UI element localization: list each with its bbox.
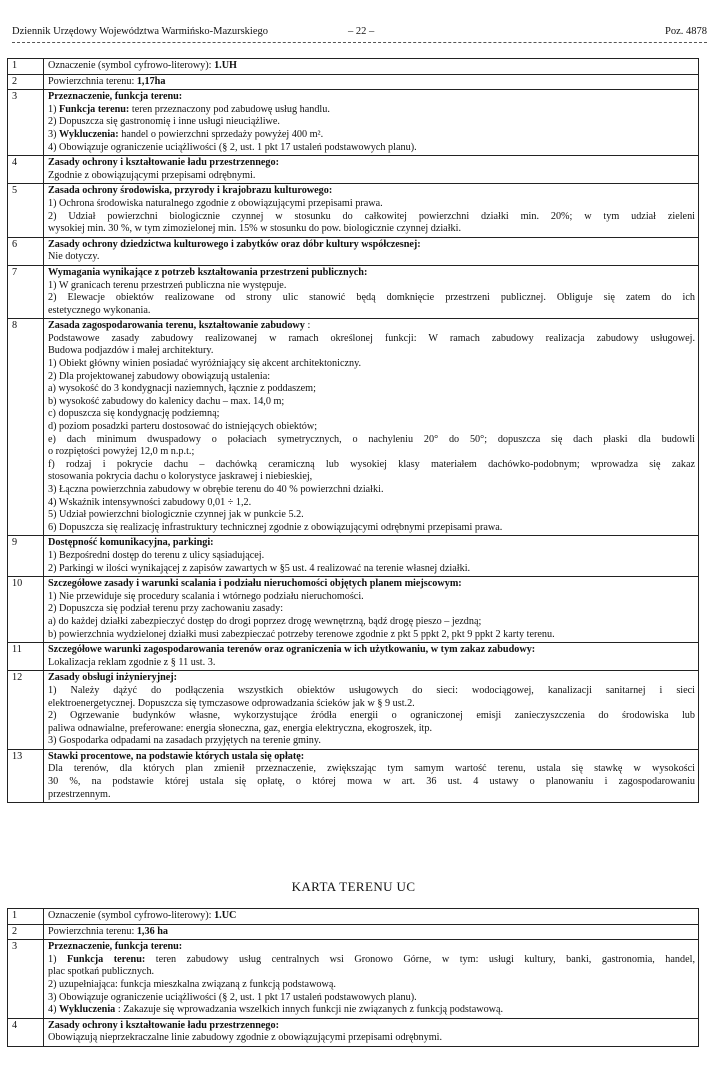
row-number: 4 [8,156,44,184]
bold-text: 1.UC [214,910,237,921]
row-number: 9 [8,536,44,577]
line-text: 3) [48,128,60,140]
text-line [48,142,695,155]
line-text: : Zakazuje się wprowadzania wszelkich innych funkcji nie związanych z funkcją podstawową. [115,1004,504,1016]
line-text: : [304,320,311,332]
row-content [44,90,699,156]
line-text: 2) Parkingi w ilości wynikającej z zapisów zawartych w §5 ust. 4 realizować na terenie własnej działki. [48,562,471,574]
text-line [48,644,695,657]
text-line [48,522,695,535]
line-text: Dla terenów, dla których plan zmienił przeznaczenie, zwiększając tym samym wartość terenu, ustala się stawkę w wysokości [48,763,695,775]
table-row [8,265,699,318]
bold-text: Stawki procentowe, na podstawie których ustala się opłatę: [48,750,305,762]
bold-text: Zasada ochrony środowiska, przyrody i krajobrazu kulturowego: [48,185,333,197]
line-text: Obowiązują nieprzekraczalne linie zabudowy zgodnie z obowiązującymi przepisami odrębnymi. [48,1032,443,1044]
text-line [48,578,695,591]
text-line [48,471,695,484]
line-text: 4) Obowiązuje ograniczenie uciążliwości (§ 2, ust. 1 pkt 17 ustaleń podstawowych planu). [48,141,417,153]
row-content [44,319,699,536]
bold-text: Zasady ochrony i kształtowanie ładu przestrzennego: [48,157,280,169]
line-text: Lokalizacja reklam zgodnie z § 11 ust. 3. [48,656,216,668]
line-text: 2) Udział powierzchni biologicznie czynnej w stosunku do całkowitej powierzchni działki min. 20%; w tym udział zieleni [48,210,695,222]
text-line [48,292,695,305]
text-line [48,763,695,776]
table-row [8,156,699,184]
bold-text: 1,36 ha [136,925,168,937]
table-row [8,671,699,750]
text-line [48,926,695,939]
row-number: 3 [8,90,44,156]
text-line [48,672,695,685]
text-line [48,211,695,224]
text-line [48,446,695,459]
row-content [44,577,699,643]
bold-text: Zasady obsługi inżynieryjnej: [48,672,178,684]
row-content [44,74,699,90]
row-content [44,536,699,577]
line-text: f) rodzaj i pokrycie dachu – dachówką ceramiczną lub wysokiej klasy materiałem dachówko-podobnym; wprowadza się zakaz [48,458,695,470]
text-line [48,979,695,992]
text-line [48,603,695,616]
table-row [8,184,699,237]
journal-title: Dziennik Urzędowy Województwa Warmińsko-Mazurskiego [12,26,268,37]
line-text: Podstawowe zasady zabudowy realizowanej w ramach określonej funkcji: W ramach zabudowy realizacja zabudowy usługowej. [48,332,695,344]
bold-text: 1,17ha [136,75,166,87]
page-header [12,26,707,40]
line-text: 2) Ogrzewanie budynków własne, wykorzystujące źródła energii o ograniczonej emisji zanieczyszczenia do środowiska lub [48,710,695,722]
text-line [48,789,695,802]
text-line [48,629,695,642]
line-text: paliwa odnawialne, preferowane: energia słoneczna, gaz, energia elektryczna, ekogroszek, itp. [48,722,433,734]
header-rule [12,42,707,43]
line-text: 1) [48,953,68,965]
text-line [48,497,695,510]
bold-text: Przeznaczenie, funkcja terenu: [48,91,183,103]
line-text: 4) Wskaźnik intensywności zabudowy 0,01 ÷ 1,2. [48,496,252,508]
line-text: stosowania pokrycia dachu o kolorystyce jaskrawej i niebieskiej, [48,471,313,483]
row-content [44,940,699,1019]
row-number: 4 [8,1018,44,1046]
table-row [8,59,699,75]
row-content [44,59,699,75]
line-text: 1) Należy dążyć do podłączenia wszystkich obiektów usługowych do sieci: wodociągowej, kanalizacji sanitarnej i sieci [48,684,695,696]
row-number: 1 [8,59,44,75]
line-text: przestrzennym. [48,788,111,800]
text-line [48,383,695,396]
text-line [48,954,695,967]
text-line [48,185,695,198]
line-text: o rozpiętości powyżej 12,0 m n.p.t.; [48,446,195,458]
text-line [48,267,695,280]
line-text: 2) Dopuszcza się podział terenu przy zachowaniu zasady: [48,603,284,615]
text-line [48,751,695,764]
bold-text: Wykluczenia: [59,128,119,140]
line-text: b) wysokość zabudowy do kalenicy dachu – max. 14,0 m; [48,395,285,407]
row-number: 12 [8,671,44,750]
text-line [48,157,695,170]
table-row [8,1018,699,1046]
text-line [48,591,695,604]
line-text: a) do każdej działki zabezpieczyć dostęp do drogi poprzez drogę wewnętrzną, bądź drogę pieszo – jezdną; [48,615,482,627]
table-row [8,924,699,940]
text-line [48,104,695,117]
text-line [48,509,695,522]
text-line [48,198,695,211]
row-number: 2 [8,924,44,940]
text-line [48,358,695,371]
text-line [48,320,695,333]
line-text: Powierzchnia terenu: [48,75,137,87]
line-text: wysokiej min. 30 %, w tym zimozielonej min. 15% w stosunku do pow. biologicznie czynnej działki. [48,223,461,235]
row-content [44,671,699,750]
terrain-card-table-uh [7,58,699,803]
line-text: Nie dotyczy. [48,251,100,263]
line-text: Oznaczenie (symbol cyfrowo-literowy): [48,910,215,921]
line-text: 3) Łączna powierzchnia zabudowy w obrębie terenu do 40 % powierzchni działki. [48,484,384,495]
bold-text: Zasady ochrony i kształtowanie ładu przestrzennego: [48,1019,280,1031]
row-content [44,749,699,802]
text-line [48,345,695,358]
line-text: Budowa podjazdów i małej architektury. [48,345,214,357]
table-row [8,319,699,536]
text-line [48,723,695,736]
table-row [8,577,699,643]
line-text: c) dopuszcza się kondygnację podziemną; [48,408,220,420]
row-number: 5 [8,184,44,237]
line-text: Powierzchnia terenu: [48,925,137,937]
row-content [44,156,699,184]
line-text: 5) Udział powierzchni biologicznie czynnej jak w punkcie 5.2. [48,509,304,521]
line-text: 2) Dopuszcza się gastronomię i inne usługi nieuciążliwe. [48,116,280,128]
line-text: 1) Ochrona środowiska naturalnego zgodnie z obowiązującymi przepisami prawa. [48,197,383,209]
line-text: elektroenergetycznej. Dopuszcza się tymczasowe odprowadzania ścieków jak w § 9 ust.2. [48,697,415,709]
bold-text: Przeznaczenie, funkcja terenu: [48,941,183,953]
line-text: 6) Dopuszcza się realizację infrastruktury technicznej zgodnie z obowiązującymi odrębnymi przepisami prawa. [48,521,503,533]
line-text: 30 %, na podstawie której ustala się opłatę, o której mowa w art. 36 ust. 4 ustawy o planowaniu i zagospodarowaniu [48,776,695,788]
text-line [48,129,695,142]
line-text: Zgodnie z obowiązującymi przepisami odrębnymi. [48,169,256,181]
row-content [44,265,699,318]
text-line [48,1032,695,1045]
line-text: 4) [48,1004,60,1016]
text-line [48,616,695,629]
text-line [48,434,695,447]
text-line [48,60,695,73]
line-text: 1) Bezpośredni dostęp do terenu z ulicy sąsiadującej. [48,549,265,561]
text-line [48,563,695,576]
text-line [48,685,695,698]
text-line [48,657,695,670]
text-line [48,484,695,497]
table-row [8,90,699,156]
text-line [48,76,695,89]
row-content [44,909,699,925]
line-text: plac spotkań publicznych. [48,966,155,978]
row-number: 1 [8,909,44,925]
bold-text: Wymagania wynikające z potrzeb kształtowania przestrzeni publicznych: [48,266,368,278]
page-number: – 22 – [348,26,375,37]
text-line [48,910,695,923]
text-line [48,408,695,421]
row-content [44,1018,699,1046]
text-line [48,710,695,723]
line-text: teren zabudowy usług centralnych wsi Gronowo Górne, w tym: usługi kultury, banki, gastronomia, handel, [145,953,695,965]
line-text: estetycznego wykonania. [48,304,151,316]
bold-text: Dostępność komunikacyjna, parkingi: [48,537,214,549]
line-text: 3) Obowiązuje ograniczenie uciążliwości (§ 2, ust. 1 pkt 17 ustaleń podstawowych planu). [48,991,417,1003]
line-text: 2) uzupełniająca: funkcja mieszkalna związaną z funkcją podstawową. [48,978,336,990]
position-number: Poz. 4878 [665,26,707,37]
text-line [48,992,695,1005]
section-title-uc: KARTA TERENU UC [291,879,416,894]
text-line [48,280,695,293]
terrain-card-table-uc [7,908,699,1047]
text-line [48,941,695,954]
text-line [48,333,695,346]
bold-text: Funkcja terenu: [59,103,130,115]
line-text: 1) Nie przewiduje się procedury scalania i wtórnego podziału nieruchomości. [48,590,364,602]
line-text: teren przeznaczony pod zabudowę usług handlu. [129,103,330,115]
text-line [48,459,695,472]
line-text: 1) Obiekt główny winien posiadać wyróżniający się akcent architektoniczny. [48,358,362,370]
bold-text: 1.UH [214,60,237,71]
row-number: 2 [8,74,44,90]
text-line [48,91,695,104]
row-content [44,184,699,237]
text-line [48,698,695,711]
text-line [48,396,695,409]
row-content [44,237,699,265]
row-number: 6 [8,237,44,265]
text-line [48,735,695,748]
text-line [48,170,695,183]
bold-text: Zasady ochrony dziedzictwa kulturowego i zabytków oraz dóbr kultury współczesnej: [48,238,421,250]
line-text: b) powierzchnia wydzielonej działki musi zabezpieczać potrzeby terenowe zgodnie z pkt 5 ppkt 2, pkt 9 ppkt 2 karty terenu. [48,628,555,640]
table-row [8,237,699,265]
bold-text: Zasada zagospodarowania terenu, kształtowanie zabudowy [48,320,305,332]
table-row [8,74,699,90]
text-line [48,239,695,252]
line-text: 1) [48,103,60,115]
line-text: a) wysokość do 3 kondygnacji naziemnych, łącznie z poddaszem; [48,383,316,395]
row-number: 3 [8,940,44,1019]
row-content [44,924,699,940]
text-line [48,251,695,264]
row-number: 11 [8,643,44,671]
text-line [48,537,695,550]
line-text: 1) W granicach terenu przestrzeń publiczna nie występuje. [48,279,287,291]
text-line [48,1004,695,1017]
bold-text: Funkcja terenu: [67,953,146,965]
table-row [8,909,699,925]
line-text: 3) Gospodarka odpadami na zasadach przyjętych na terenie gminy. [48,735,321,747]
row-number: 8 [8,319,44,536]
table-row [8,536,699,577]
text-line [48,966,695,979]
text-line [48,116,695,129]
line-text: Oznaczenie (symbol cyfrowo-literowy): [48,60,215,71]
line-text: 2) Dla projektowanej zabudowy obowiązują ustalenia: [48,370,271,382]
row-number: 7 [8,265,44,318]
bold-text: Szczegółowe zasady i warunki scalania i podziału nieruchomości objętych planem miejscowym: [48,578,462,590]
bold-text: Szczegółowe warunki zagospodarowania terenów oraz ograniczenia w ich użytkowaniu, w tym zakaz zabudowy: [48,644,536,656]
line-text: 2) Elewacje obiektów realizowane od strony ulic stanowić będą domknięcie przestrzeni publicznej. Obliguje się zatem do ich [48,292,695,304]
bold-text: Wykluczenia [59,1004,116,1016]
text-line [48,421,695,434]
text-line [48,1020,695,1033]
row-number: 10 [8,577,44,643]
table-row [8,940,699,1019]
table-row [8,643,699,671]
text-line [48,223,695,236]
text-line [48,371,695,384]
row-number: 13 [8,749,44,802]
text-line [48,776,695,789]
text-line [48,305,695,318]
line-text: e) dach minimum dwuspadowy o połaciach symetrycznych, o nachyleniu 20° do 50°; dopuszcza się dach płaski dla budowli [48,433,695,445]
row-content [44,643,699,671]
line-text: d) poziom posadzki parteru dostosować do istniejących obiektów; [48,421,318,433]
text-line [48,550,695,563]
line-text: handel o powierzchni sprzedaży powyżej 400 m². [118,128,324,140]
table-row [8,749,699,802]
